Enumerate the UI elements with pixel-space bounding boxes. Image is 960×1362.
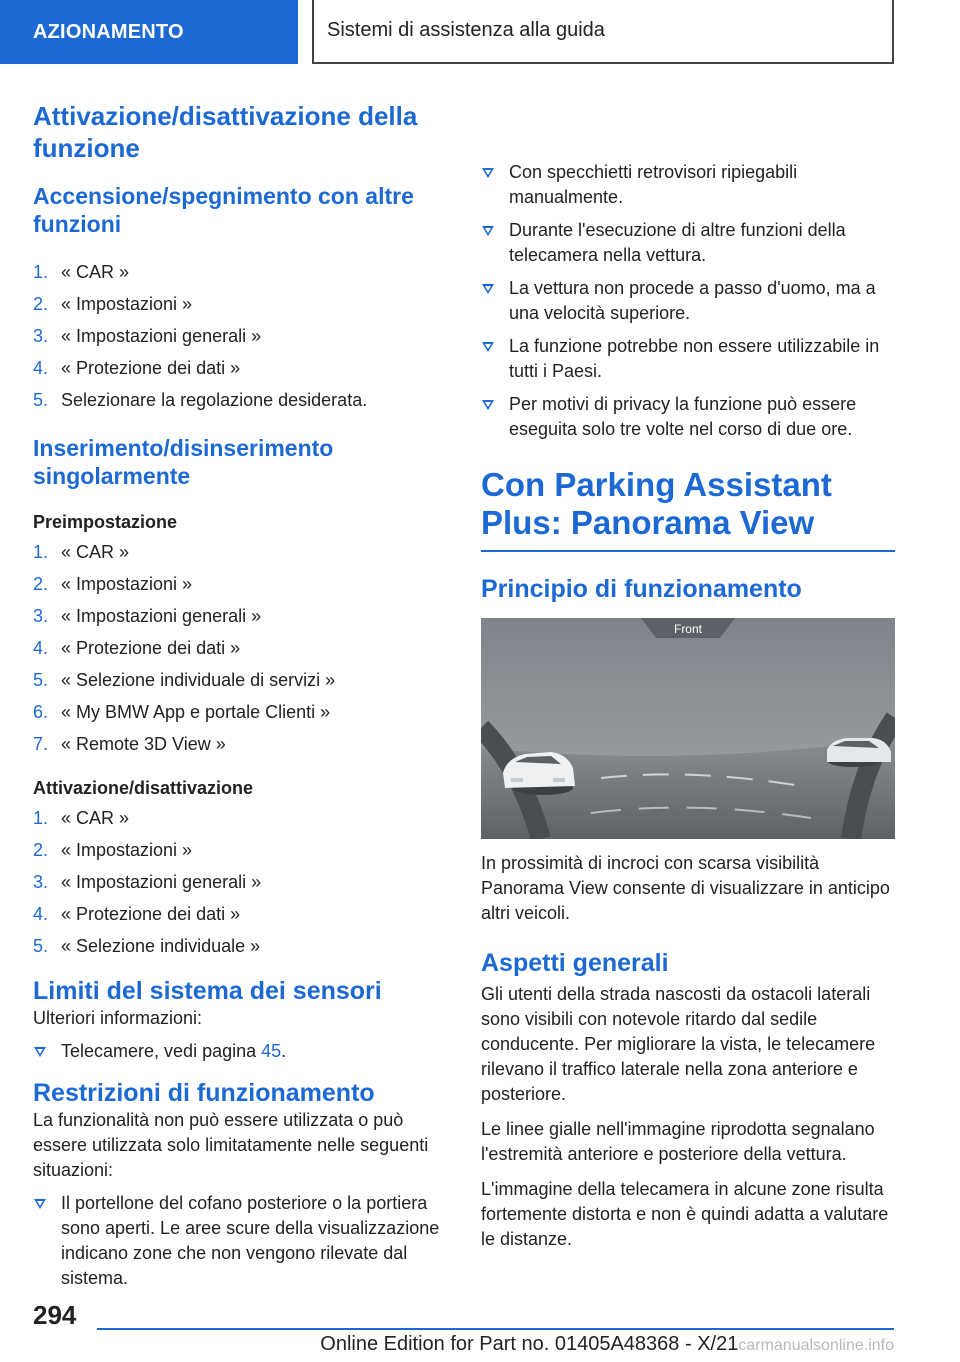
list-item: 6. « My BMW App e portale Clienti » bbox=[33, 702, 331, 722]
page-number: 294 bbox=[33, 1300, 77, 1330]
bullet-triangle-icon bbox=[482, 226, 494, 236]
restrictions-intro: La funzionalità non può essere utilizzata o può essere utilizzata solo limitatamente nelle seguenti situazioni: bbox=[33, 1110, 429, 1180]
steps-list-activation bbox=[33, 806, 453, 966]
bullet-triangle-icon bbox=[34, 1047, 46, 1057]
heading-principle: Principio di funzionamento bbox=[481, 575, 802, 603]
general-paragraph-3: L'immagine della telecamera in alcune zone risulta fortemente distorta e non è quindi adatta a valutare le distanze. bbox=[481, 1179, 889, 1249]
list-item: 4. « Protezione dei dati » bbox=[33, 638, 241, 658]
edition-text: Online Edition for Part no. 01405A48368 - X/21 bbox=[320, 1333, 739, 1355]
list-item: 3. « Impostazioni generali » bbox=[33, 872, 262, 892]
section-title-activation: Attivazione/disattivazione della funzione bbox=[33, 101, 418, 163]
list-item: La funzione potrebbe non essere utilizzabile in tutti i Paesi. bbox=[481, 334, 895, 384]
list-item: 4. « Protezione dei dati » bbox=[33, 904, 241, 924]
list-item: 2. « Impostazioni » bbox=[33, 294, 193, 314]
main-title-panorama-view: Con Parking Assistant Plus: Panorama View bbox=[481, 466, 895, 552]
list-item: 3. « Impostazioni generali » bbox=[33, 326, 262, 346]
list-item: 1. « CAR » bbox=[33, 262, 130, 282]
list-item: 3. « Impostazioni generali » bbox=[33, 606, 262, 626]
list-item: 4. « Protezione dei dati » bbox=[33, 358, 241, 378]
list-item: 5. « Selezione individuale di servizi » bbox=[33, 670, 336, 690]
list-item: 5. Selezionare la regolazione desiderata. bbox=[33, 390, 368, 410]
list-item: Il portellone del cofano posteriore o la portiera sono aperti. Le aree scure della visualizzazione indicano zone che non vengono rilevate dal sistema. bbox=[33, 1191, 453, 1291]
heading-on-off-other-functions: Accensione/spegnimento con altre funzioni bbox=[33, 183, 414, 237]
heading-restrictions: Restrizioni di funzionamento bbox=[33, 1079, 375, 1107]
bullet-triangle-icon bbox=[482, 400, 494, 410]
list-item: 5. « Selezione individuale » bbox=[33, 936, 261, 956]
heading-individual-toggle: Inserimento/disinserimento singolarmente bbox=[33, 435, 334, 489]
heading-sensor-limits: Limiti del sistema dei sensori bbox=[33, 977, 382, 1005]
restrictions-list bbox=[33, 1191, 453, 1291]
bullet-triangle-icon bbox=[482, 284, 494, 294]
section-label: AZIONAMENTO bbox=[0, 0, 298, 64]
steps-list-1 bbox=[33, 260, 453, 420]
bullet-triangle-icon bbox=[482, 342, 494, 352]
front-label: Front bbox=[673, 622, 703, 636]
activation-label: Attivazione/disattivazione bbox=[33, 778, 254, 798]
bullet-triangle-icon bbox=[34, 1199, 46, 1209]
page-link-45[interactable]: 45 bbox=[261, 1041, 282, 1061]
list-item: 2. « Impostazioni » bbox=[33, 840, 193, 860]
limits-intro: Ulteriori informazioni: bbox=[33, 1008, 203, 1028]
general-paragraph-1: Gli utenti della strada nascosti da ostacoli laterali sono visibili con notevole ritardo dal sedile conducente. Per migliorare la vista, le telecamere rilevano il traffico laterale nella zona anteriore e posteriore. bbox=[481, 984, 876, 1104]
list-item: Durante l'esecuzione di altre funzioni della telecamera nella vettura. bbox=[481, 218, 895, 268]
limits-list bbox=[33, 1039, 453, 1064]
list-item: 2. « Impostazioni » bbox=[33, 574, 193, 594]
panorama-view-camera-image bbox=[481, 618, 895, 839]
list-item: Con specchietti retrovisori ripiegabili manualmente. bbox=[481, 160, 895, 210]
list-item: La vettura non procede a passo d'uomo, ma a una velocità superiore. bbox=[481, 276, 895, 326]
car-left bbox=[503, 752, 575, 795]
principle-text: In prossimità di incroci con scarsa visibilità Panorama View consente di visualizzare in anticipo altri veicoli. bbox=[481, 853, 890, 923]
right-column bbox=[481, 160, 895, 1262]
preset-label: Preimpostazione bbox=[33, 512, 178, 532]
general-paragraph-2: Le linee gialle nell'immagine riprodotta segnalano l'estremità anteriore e posteriore della vettura. bbox=[481, 1119, 875, 1164]
page-header bbox=[0, 0, 960, 66]
list-item: 1. « CAR » bbox=[33, 542, 130, 562]
list-item: 1. « CAR » bbox=[33, 808, 130, 828]
footer-edition bbox=[0, 1331, 894, 1359]
list-item: Telecamere, vedi pagina 45. bbox=[33, 1039, 453, 1064]
bullet-triangle-icon bbox=[482, 168, 494, 178]
left-column bbox=[33, 100, 453, 1298]
restrictions-list-continued bbox=[481, 160, 895, 442]
steps-list-preset bbox=[33, 540, 453, 764]
list-item: Per motivi di privacy la funzione può essere eseguita solo tre volte nel corso di due ore. bbox=[481, 392, 895, 442]
chapter-title: Sistemi di assistenza alla guida bbox=[312, 0, 894, 64]
watermark-text: carmanualsonline.info bbox=[738, 1337, 894, 1354]
list-item: 7. « Remote 3D View » bbox=[33, 734, 226, 754]
heading-general: Aspetti generali bbox=[481, 949, 669, 977]
footer-divider bbox=[97, 1328, 894, 1330]
